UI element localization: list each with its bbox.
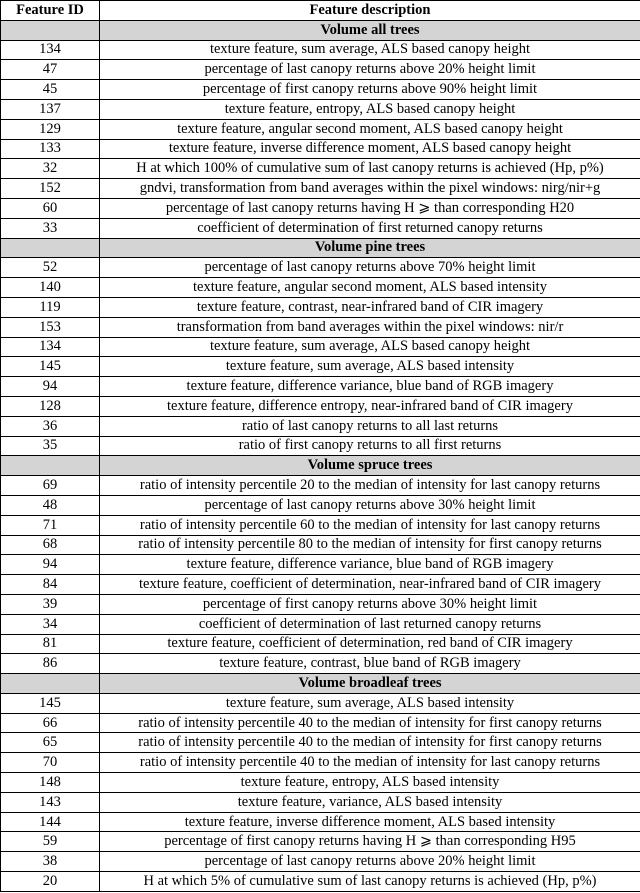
feature-description-cell: texture feature, sum average, ALS based canopy height: [100, 337, 640, 357]
feature-id-cell: 145: [1, 357, 100, 377]
table-row: [1, 852, 640, 872]
feature-id-cell: 48: [1, 495, 100, 515]
feature-id-cell: 59: [1, 832, 100, 852]
header-feature-id: Feature ID: [1, 1, 100, 21]
feature-id-cell: 65: [1, 733, 100, 753]
feature-description-cell: ratio of intensity percentile 60 to the median of intensity for last canopy returns: [100, 515, 640, 535]
feature-id-cell: 35: [1, 436, 100, 456]
section-blank-cell: [1, 20, 100, 40]
section-header-row: [1, 20, 640, 40]
table-row: [1, 476, 640, 496]
feature-description-cell: texture feature, coefficient of determination, red band of CIR imagery: [100, 634, 640, 654]
feature-id-cell: 128: [1, 396, 100, 416]
table-row: [1, 436, 640, 456]
feature-description-cell: texture feature, coefficient of determination, near-infrared band of CIR imagery: [100, 575, 640, 595]
feature-description-cell: gndvi, transformation from band averages within the pixel windows: nirg/nir+g: [100, 179, 640, 199]
table-row: [1, 594, 640, 614]
feature-description-cell: percentage of first canopy returns having H ⩾ than corresponding H95: [100, 832, 640, 852]
section-blank-cell: [1, 674, 100, 694]
header-feature-description: Feature description: [100, 1, 640, 21]
feature-id-cell: 148: [1, 773, 100, 793]
table-row: [1, 139, 640, 159]
feature-id-cell: 38: [1, 852, 100, 872]
feature-description-cell: ratio of last canopy returns to all last returns: [100, 416, 640, 436]
feature-description-cell: texture feature, angular second moment, ALS based canopy height: [100, 119, 640, 139]
feature-id-cell: 143: [1, 792, 100, 812]
feature-description-cell: texture feature, difference variance, blue band of RGB imagery: [100, 555, 640, 575]
feature-description-cell: ratio of intensity percentile 40 to the median of intensity for first canopy returns: [100, 713, 640, 733]
feature-id-cell: 33: [1, 218, 100, 238]
feature-id-cell: 152: [1, 179, 100, 199]
table-row: [1, 40, 640, 60]
feature-id-cell: 84: [1, 575, 100, 595]
table-row: [1, 218, 640, 238]
feature-description-cell: percentage of first canopy returns above 90% height limit: [100, 80, 640, 100]
feature-description-cell: ratio of first canopy returns to all first returns: [100, 436, 640, 456]
table-row: [1, 832, 640, 852]
feature-id-cell: 52: [1, 258, 100, 278]
section-title: Volume all trees: [100, 20, 640, 40]
table-row: [1, 159, 640, 179]
table-row: [1, 377, 640, 397]
feature-id-cell: 134: [1, 337, 100, 357]
feature-id-cell: 119: [1, 297, 100, 317]
table-row: [1, 575, 640, 595]
feature-id-cell: 94: [1, 555, 100, 575]
feature-description-cell: texture feature, inverse difference moment, ALS based canopy height: [100, 139, 640, 159]
table-row: [1, 872, 640, 892]
table-row: [1, 753, 640, 773]
feature-description-cell: percentage of last canopy returns having H ⩾ than corresponding H20: [100, 198, 640, 218]
feature-description-cell: texture feature, contrast, near-infrared band of CIR imagery: [100, 297, 640, 317]
feature-id-cell: 69: [1, 476, 100, 496]
feature-id-cell: 144: [1, 812, 100, 832]
feature-description-cell: coefficient of determination of first returned canopy returns: [100, 218, 640, 238]
feature-id-cell: 81: [1, 634, 100, 654]
feature-id-cell: 137: [1, 99, 100, 119]
feature-id-cell: 94: [1, 377, 100, 397]
feature-description-cell: ratio of intensity percentile 40 to the median of intensity for first canopy returns: [100, 733, 640, 753]
feature-description-cell: texture feature, difference entropy, near-infrared band of CIR imagery: [100, 396, 640, 416]
feature-description-cell: texture feature, sum average, ALS based canopy height: [100, 40, 640, 60]
table-row: [1, 773, 640, 793]
feature-description-cell: percentage of last canopy returns above 30% height limit: [100, 495, 640, 515]
feature-id-cell: 129: [1, 119, 100, 139]
feature-id-cell: 68: [1, 535, 100, 555]
table-row: [1, 713, 640, 733]
feature-id-cell: 145: [1, 693, 100, 713]
table-row: [1, 297, 640, 317]
table-row: [1, 357, 640, 377]
section-title: Volume pine trees: [100, 238, 640, 258]
table-row: [1, 654, 640, 674]
section-title: Volume spruce trees: [100, 456, 640, 476]
table-row: [1, 278, 640, 298]
feature-description-cell: ratio of intensity percentile 80 to the median of intensity for first canopy returns: [100, 535, 640, 555]
feature-id-cell: 47: [1, 60, 100, 80]
section-blank-cell: [1, 456, 100, 476]
feature-id-cell: 133: [1, 139, 100, 159]
feature-description-cell: texture feature, inverse difference moment, ALS based intensity: [100, 812, 640, 832]
feature-description-cell: H at which 100% of cumulative sum of last canopy returns is achieved (Hp, p%): [100, 159, 640, 179]
feature-id-cell: 70: [1, 753, 100, 773]
section-title: Volume broadleaf trees: [100, 674, 640, 694]
feature-id-cell: 134: [1, 40, 100, 60]
table-row: [1, 99, 640, 119]
feature-id-cell: 45: [1, 80, 100, 100]
feature-description-cell: H at which 5% of cumulative sum of last canopy returns is achieved (Hp, p%): [100, 872, 640, 892]
table-row: [1, 693, 640, 713]
table-row: [1, 80, 640, 100]
table-row: [1, 535, 640, 555]
feature-description-cell: texture feature, sum average, ALS based intensity: [100, 357, 640, 377]
table-row: [1, 337, 640, 357]
header-row: [1, 1, 640, 21]
feature-description-cell: texture feature, entropy, ALS based intensity: [100, 773, 640, 793]
feature-description-cell: transformation from band averages within the pixel windows: nir/r: [100, 317, 640, 337]
feature-id-cell: 20: [1, 872, 100, 892]
feature-description-cell: coefficient of determination of last returned canopy returns: [100, 614, 640, 634]
feature-description-cell: percentage of last canopy returns above 20% height limit: [100, 852, 640, 872]
table-row: [1, 60, 640, 80]
table-row: [1, 515, 640, 535]
feature-description-cell: texture feature, difference variance, blue band of RGB imagery: [100, 377, 640, 397]
feature-id-cell: 153: [1, 317, 100, 337]
table-row: [1, 495, 640, 515]
feature-description-cell: texture feature, entropy, ALS based canopy height: [100, 99, 640, 119]
table-row: [1, 614, 640, 634]
table-row: [1, 733, 640, 753]
feature-id-cell: 36: [1, 416, 100, 436]
feature-description-cell: percentage of last canopy returns above 70% height limit: [100, 258, 640, 278]
feature-description-cell: percentage of last canopy returns above 20% height limit: [100, 60, 640, 80]
table-row: [1, 119, 640, 139]
table-row: [1, 812, 640, 832]
feature-id-cell: 39: [1, 594, 100, 614]
feature-id-cell: 71: [1, 515, 100, 535]
feature-description-cell: percentage of first canopy returns above 30% height limit: [100, 594, 640, 614]
table-row: [1, 258, 640, 278]
table-row: [1, 317, 640, 337]
feature-description-cell: texture feature, variance, ALS based intensity: [100, 792, 640, 812]
feature-id-cell: 86: [1, 654, 100, 674]
table-row: [1, 416, 640, 436]
table-row: [1, 634, 640, 654]
section-header-row: [1, 238, 640, 258]
feature-description-cell: texture feature, contrast, blue band of RGB imagery: [100, 654, 640, 674]
table-row: [1, 792, 640, 812]
table-row: [1, 198, 640, 218]
feature-id-cell: 140: [1, 278, 100, 298]
feature-description-cell: texture feature, sum average, ALS based intensity: [100, 693, 640, 713]
feature-id-cell: 60: [1, 198, 100, 218]
feature-id-cell: 66: [1, 713, 100, 733]
table-row: [1, 396, 640, 416]
table-row: [1, 555, 640, 575]
feature-id-cell: 34: [1, 614, 100, 634]
feature-description-cell: texture feature, angular second moment, ALS based intensity: [100, 278, 640, 298]
section-header-row: [1, 674, 640, 694]
table-body: [1, 20, 640, 891]
section-header-row: [1, 456, 640, 476]
table-row: [1, 179, 640, 199]
feature-description-cell: ratio of intensity percentile 40 to the median of intensity for last canopy returns: [100, 753, 640, 773]
feature-id-cell: 32: [1, 159, 100, 179]
section-blank-cell: [1, 238, 100, 258]
feature-description-cell: ratio of intensity percentile 20 to the median of intensity for last canopy returns: [100, 476, 640, 496]
